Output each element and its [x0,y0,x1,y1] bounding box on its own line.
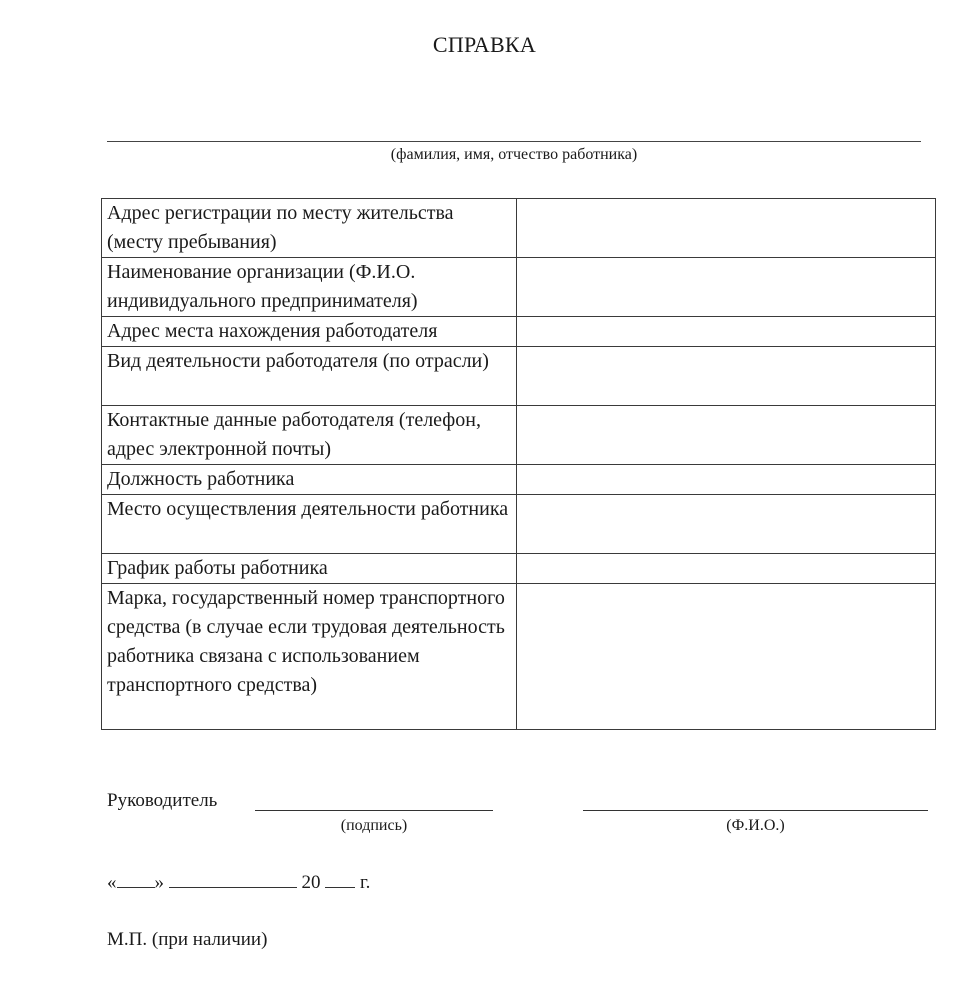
table-row [102,317,936,347]
row-label: Марка, государственный номер транспортного средства (в случае если трудовая деятельность работника связана с использованием транспортного средства) [102,584,517,730]
row-value-field[interactable] [517,554,936,584]
signature-field[interactable] [255,810,493,811]
year-prefix: 20 [301,872,321,893]
row-label: Адрес регистрации по месту жительства (месту пребывания) [102,199,517,258]
info-table [101,198,936,730]
row-label: Адрес места нахождения работодателя [102,317,517,347]
row-label: График работы работника [102,554,517,584]
table-row [102,584,936,730]
table-row [102,554,936,584]
row-value-field[interactable] [517,584,936,730]
row-label: Наименование организации (Ф.И.О. индивидуального предпринимателя) [102,258,517,317]
employee-name-caption: (фамилия, имя, отчество работника) [390,146,638,163]
row-label: Должность работника [102,465,517,495]
row-label: Вид деятельности работодателя (по отрасли) [102,347,517,406]
row-label: Контактные данные работодателя (телефон, адрес электронной почты) [102,406,517,465]
stamp-note: М.П. (при наличии) [107,929,268,950]
manager-fio-field[interactable] [583,810,928,811]
open-quote: « [107,872,117,893]
table-row [102,258,936,317]
table-row [102,465,936,495]
row-value-field[interactable] [517,258,936,317]
close-quote: » [154,872,164,893]
row-label: Место осуществления деятельности работника [102,495,517,554]
table-row [102,347,936,406]
table-row [102,406,936,465]
table-row [102,495,936,554]
year-suffix: г. [360,872,371,893]
signature-caption: (подпись) [340,817,408,834]
row-value-field[interactable] [517,495,936,554]
row-value-field[interactable] [517,465,936,495]
fio-caption: (Ф.И.О.) [726,817,785,834]
year-field[interactable] [325,873,355,888]
month-field[interactable] [169,873,297,888]
employee-name-field[interactable] [107,141,921,142]
row-value-field[interactable] [517,406,936,465]
date-line [107,872,370,894]
row-value-field[interactable] [517,347,936,406]
row-value-field[interactable] [517,199,936,258]
table-row [102,199,936,258]
day-field[interactable] [117,873,155,888]
row-value-field[interactable] [517,317,936,347]
document-title: СПРАВКА [432,32,537,57]
manager-label: Руководитель [107,790,218,811]
